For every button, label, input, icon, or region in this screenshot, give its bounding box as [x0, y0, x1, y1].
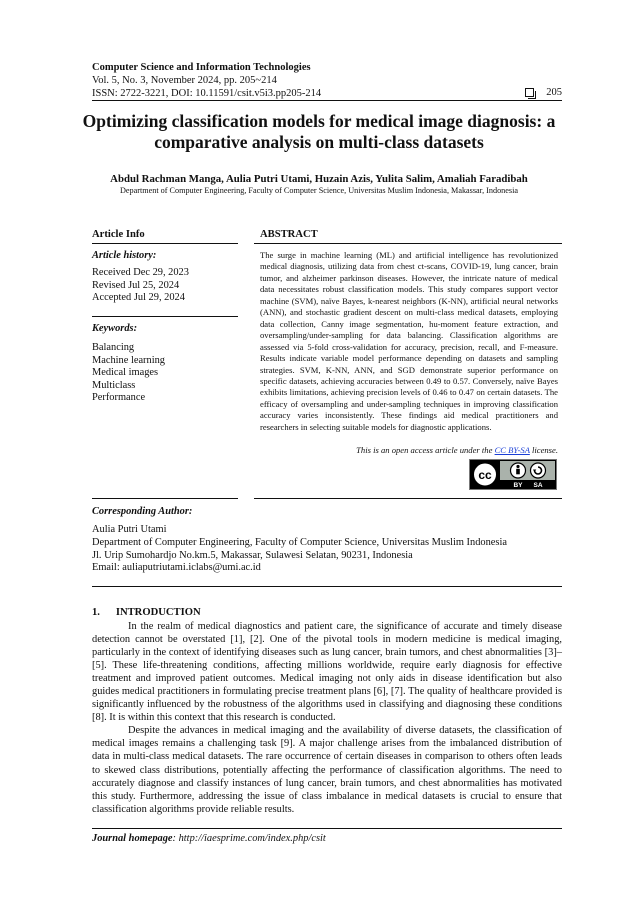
- page-number-block: [525, 87, 562, 98]
- abstract-bottom-rule: [254, 498, 562, 499]
- license-line: [260, 445, 558, 455]
- journal-name: Computer Science and Information Technologies: [92, 62, 311, 73]
- footer-rule: [92, 828, 562, 829]
- homepage-label: Journal homepage: [92, 833, 173, 844]
- authors: Abdul Rachman Manga, Aulia Putri Utami, Huzain Azis, Yulita Salim, Amaliah Faradibah: [110, 173, 528, 185]
- intro-paragraph-1: In the realm of medical diagnostics and patient care, the significance of accurate and timely disease detection cannot be overstated [1], [2]. One of the pivotal tools in modern medicine is medical imaging, particularly in the context of identifying diseases such as lung cancer, brain tumors, and chest abnormalities [3]–[5]. These life-threatening conditions, affecting millions worldwide, require early diagnosis for effective treatment and improved patient outcomes. Medical imaging not only aids in disease identification but also guides medical practitioners in formulating precise treatment plans [6], [7]. The quality of healthcare provided is significantly influenced by the robustness of the algorithms used in classifying and diagnosing these conditions [8]. It is within this context that this research is conducted.: [92, 621, 562, 724]
- history-heading: Article history:: [92, 250, 157, 261]
- sa-text: SA: [533, 482, 543, 489]
- issn-line: ISSN: 2722-3221, DOI: 10.11591/csit.v5i3.pp205-214: [92, 88, 322, 99]
- abstract-heading: ABSTRACT: [260, 229, 318, 240]
- journal-homepage: [92, 833, 326, 844]
- keyword-item: Multiclass: [92, 379, 136, 391]
- introduction-body: [92, 620, 562, 816]
- cc-by-sa-link[interactable]: CC BY-SA: [494, 445, 530, 455]
- page-number: 205: [546, 87, 562, 98]
- abstract-text: The surge in machine learning (ML) and artificial intelligence has revolutionized medical diagnosis, utilizing data from chest ct-scans, COVID-19, lung cancer, brain tumor, and alzheimer parkinson diseases. However, the intricate nature of medical data necessitates robust classification models. This study compares support vector machine (SVM), naïve Bayes, k-nearest neighbors (K-NN), artificial neural networks (ANN), and stochastic gradient descent on multi-class medical datasets, employing data collection, Canny image segmentation, hu-moment feature extraction, and oversampling/under-sampling for data balancing. Classification algorithms are assessed via 5-fold cross-validation for accuracy, precision, recall, and F-measure. Results indicate variable model performance depending on datasets and sampling strategies. SVM, K-NN, ANN, and SGD demonstrate superior performance on specific datasets, achieving accuracies between 0.49 to 0.57. Conversely, naïve Bayes exhibits limitations, achieving precision levels of 0.46 to 0.47 on certain datasets. The efficacy of oversampling and under-sampling techniques in improving classification accuracy varies inconsistently. These findings aid medical practitioners and researchers in selecting suitable models for diagnostic applications.: [260, 250, 558, 432]
- cc-by-sa-badge-icon[interactable]: [469, 459, 557, 490]
- info-heading-rule: [92, 243, 238, 244]
- keywords-heading: Keywords:: [92, 323, 138, 334]
- keyword-item: Machine learning: [92, 354, 165, 366]
- author-department: Department of Computer Engineering, Faculty of Computer Science, Universitas Muslim Indonesia: [92, 536, 507, 548]
- info-bottom-rule: [92, 498, 238, 499]
- by-text: BY: [513, 482, 523, 489]
- intro-paragraph-2: Despite the advances in medical imaging and the availability of diverse datasets, the classification of medical images remains a challenging task [9]. A major challenge arises from the imbalanced distribution of data in multi-class medical datasets. The rare occurrence of certain diseases in comparison to others often leads to skewed class distributions, potentially affecting the performance of classification algorithms. The need to accurately diagnose and classify instances of lung cancer, brain tumors, and chest abnormalities has motivated this study. Furthermore, addressing the issue of class imbalance in medical datasets is crucial to ensure that classification algorithms provide reliable results.: [92, 725, 562, 815]
- license-prefix: This is an open access article under the: [356, 445, 495, 455]
- keyword-item: Performance: [92, 392, 146, 404]
- accepted-date: Accepted Jul 29, 2024: [92, 292, 185, 304]
- title-line-1: Optimizing classification models for medical image diagnosis: a: [82, 111, 556, 131]
- corresponding-author-block: [92, 524, 562, 575]
- journal-header: [92, 61, 321, 100]
- affiliation: Department of Computer Engineering, Faculty of Computer Science, Universitas Muslim Indonesia, Makassar, Indonesia: [119, 186, 519, 195]
- keywords-block: [92, 323, 238, 405]
- volume-line: Vol. 5, No. 3, November 2024, pp. 205~214: [92, 75, 277, 86]
- keyword-item: Balancing: [92, 342, 135, 353]
- header-rule: [92, 100, 562, 101]
- page-box-icon: [525, 88, 534, 97]
- introduction-heading: 1. INTRODUCTION: [92, 607, 201, 618]
- cc-text: cc: [478, 468, 492, 482]
- corresponding-heading: Corresponding Author:: [92, 506, 193, 517]
- author-email: Email: auliaputriutami.iclabs@umi.ac.id: [92, 562, 261, 574]
- article-info-heading: Article Info: [92, 229, 145, 240]
- abstract-heading-rule: [254, 243, 562, 244]
- history-rule: [92, 316, 238, 317]
- author-name: Aulia Putri Utami: [92, 524, 167, 535]
- article-history: [92, 250, 238, 305]
- cc-badge-graphic: [470, 460, 556, 489]
- license-suffix: license.: [529, 445, 558, 455]
- paper-title: [80, 111, 558, 153]
- homepage-url[interactable]: : http://iaesprime.com/index.php/csit: [172, 833, 326, 844]
- author-address: Jl. Urip Sumohardjo No.km.5, Makassar, Sulawesi Selatan, 90231, Indonesia: [92, 549, 413, 561]
- keyword-item: Medical images: [92, 367, 159, 379]
- revised-date: Revised Jul 25, 2024: [92, 279, 180, 291]
- title-line-2: comparative analysis on multi-class datasets: [154, 132, 484, 152]
- corresponding-bottom-rule: [92, 586, 562, 587]
- received-date: Received Dec 29, 2023: [92, 267, 189, 278]
